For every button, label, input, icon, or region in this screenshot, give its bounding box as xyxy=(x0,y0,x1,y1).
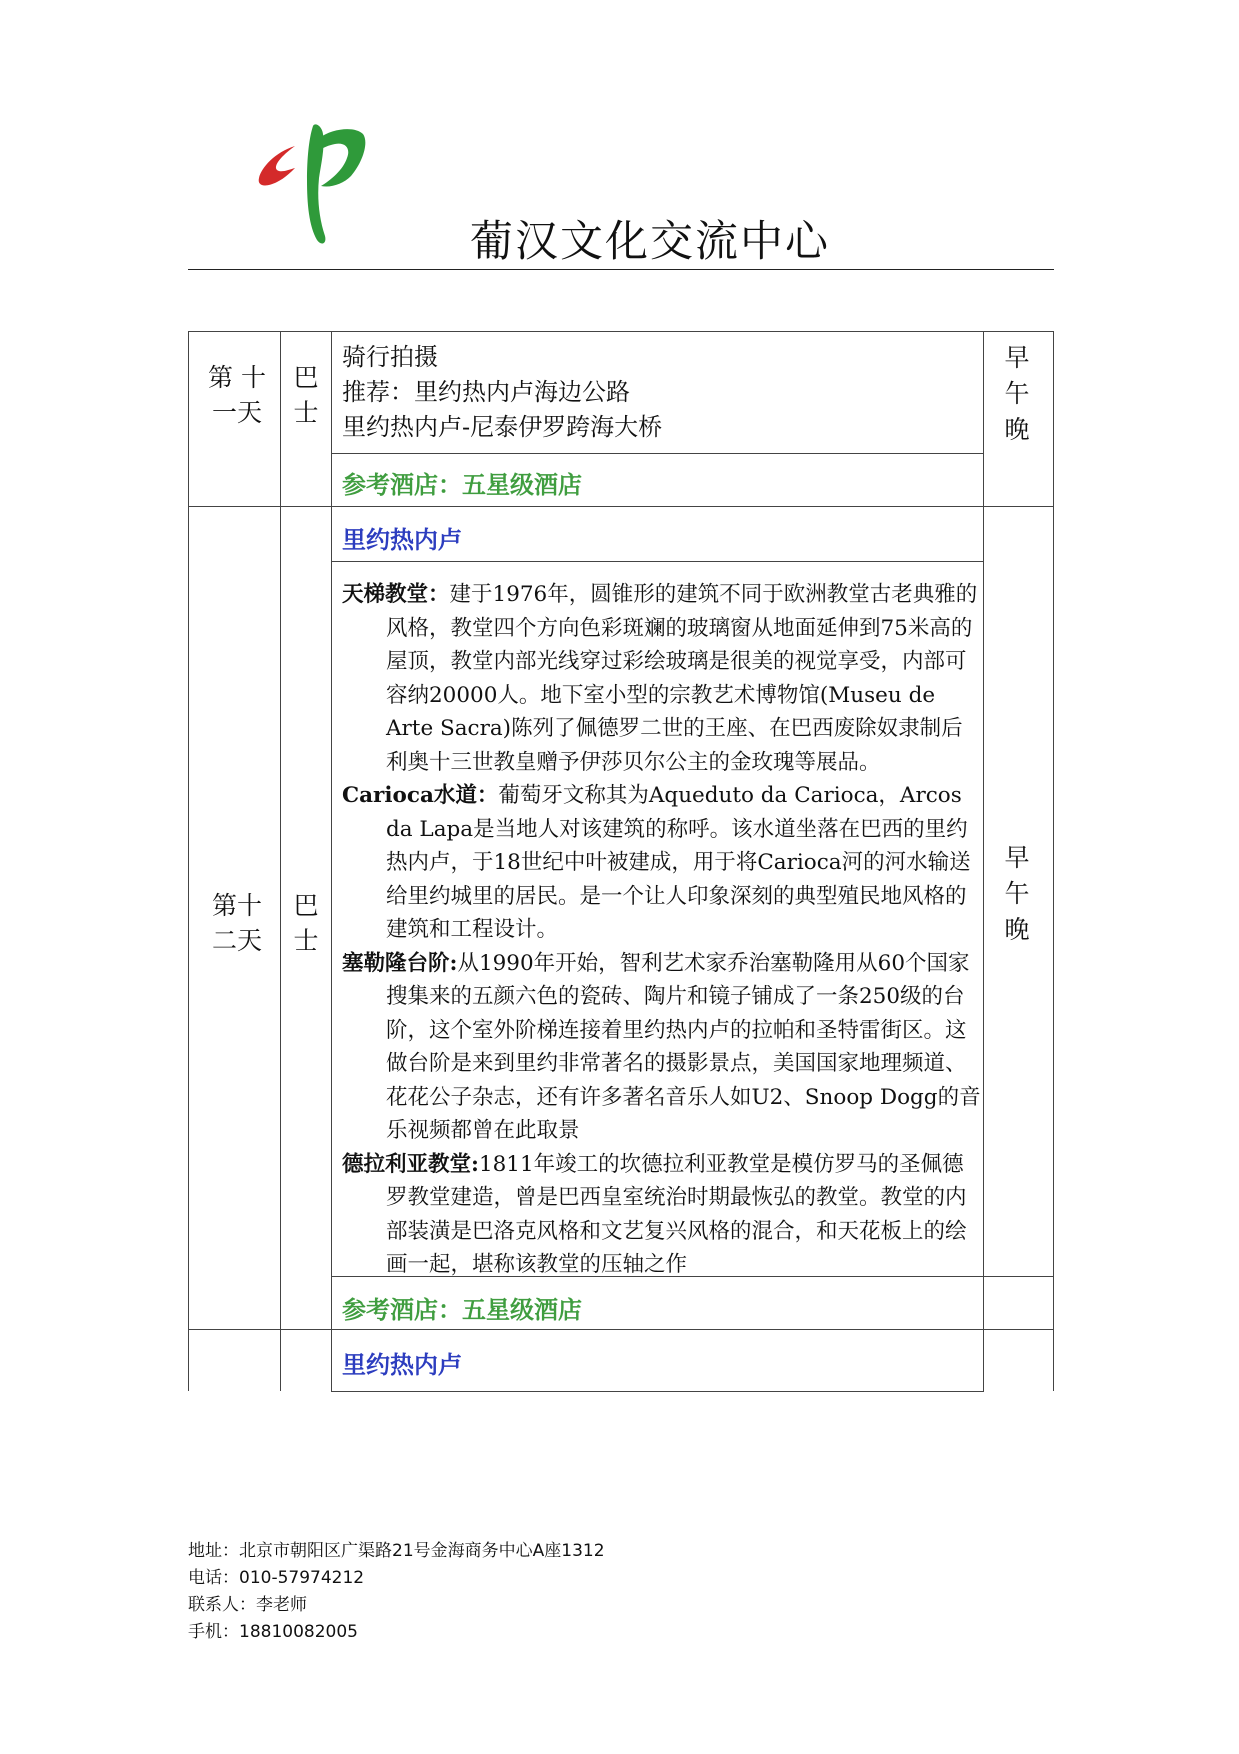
meal-dinner: 晚 xyxy=(1004,415,1030,444)
day-label-line: 第 十 xyxy=(208,363,266,392)
day-label-line: 一天 xyxy=(211,398,262,427)
day-12-city: 里约热内卢 xyxy=(342,525,462,554)
day-11-label xyxy=(197,360,277,430)
row-divider xyxy=(188,506,1054,507)
attraction-name: 天梯教堂： xyxy=(342,582,450,607)
meal-breakfast: 早 xyxy=(1004,843,1030,872)
transport-label-line: 巴 xyxy=(293,363,319,392)
day-label-line: 二天 xyxy=(211,926,262,955)
table-border-left xyxy=(188,331,189,1391)
attraction-description: 葡萄牙文称其为Aqueduto da Carioca，Arcos da Lapa是当地人对该建筑的称呼。该水道坐落在巴西的里约热内卢，于18世纪中叶被建成，用于将Carioca河的河水输送给里约城里的居民。是一个让人印象深刻的典型殖民地风格的建筑和工程设计。 xyxy=(386,783,971,942)
activity-item: 推荐：里约热内卢海边公路 xyxy=(342,378,630,406)
attraction-entry xyxy=(342,1148,982,1282)
attraction-name: 塞勒隆台阶: xyxy=(342,950,458,976)
activity-item: 骑行拍摄 xyxy=(342,343,438,371)
activity-item: 里约热内卢-尼泰伊罗跨海大桥 xyxy=(342,413,663,441)
contact-footer xyxy=(188,1538,605,1646)
footer-address: 地址：北京市朝阳区广渠路21号金海商务中心A座1312 xyxy=(188,1541,605,1561)
transport-label-line: 巴 xyxy=(293,891,319,920)
day-13-city: 里约热内卢 xyxy=(342,1350,462,1379)
table-border-top xyxy=(188,331,1054,332)
meal-breakfast: 早 xyxy=(1004,343,1030,372)
day-12-label xyxy=(197,888,277,958)
day-12-hotel: 参考酒店：五星级酒店 xyxy=(342,1295,582,1324)
attraction-entry xyxy=(342,779,982,947)
row-divider xyxy=(331,453,984,454)
day-11-hotel: 参考酒店：五星级酒店 xyxy=(342,470,582,499)
day-12-attractions xyxy=(342,578,982,1282)
table-divider-content xyxy=(983,331,984,1391)
organization-name: 葡汉文化交流中心 xyxy=(470,217,830,267)
table-divider-transport xyxy=(331,331,332,1391)
row-divider xyxy=(331,1391,984,1392)
meal-dinner: 晚 xyxy=(1004,915,1030,944)
row-divider xyxy=(331,561,984,562)
day-11-transport xyxy=(286,360,326,430)
row-divider xyxy=(188,1329,1054,1330)
attraction-entry xyxy=(342,947,982,1148)
attraction-description: 从1990年开始，智利艺术家乔治塞勒隆用从60个国家搜集来的五颜六色的瓷砖、陶片和镜子铺成了一条250级的台阶，这个室外阶梯连接着里约热内卢的拉帕和圣特雷街区。这做台阶是来到里约非常著名的摄影景点，美国国家地理频道、花花公子杂志，还有许多著名音乐人如U2、Snoop Dogg的音乐视频都曾在此取景 xyxy=(386,950,981,1143)
table-divider-day xyxy=(280,331,281,1391)
table-border-right xyxy=(1053,331,1054,1391)
attraction-entry xyxy=(342,578,982,779)
meal-lunch: 午 xyxy=(1004,879,1030,908)
attraction-description: 建于1976年，圆锥形的建筑不同于欧洲教堂古老典雅的风格，教堂四个方向色彩斑斓的玻璃窗从地面延伸到75米高的屋顶，教堂内部光线穿过彩绘玻璃是很美的视觉享受，内部可容纳20000人。地下室小型的宗教艺术博物馆(Museu de Arte Sacra)陈列了佩德罗二世的王座、在巴西废除奴隶制后利奥十三世教皇赠予伊莎贝尔公主的金玫瑰等展品。 xyxy=(386,582,978,775)
day-label-line: 第十 xyxy=(211,891,262,920)
day-11-activities xyxy=(342,340,662,445)
organization-logo xyxy=(255,118,375,253)
footer-phone: 电话：010-57974212 xyxy=(188,1568,365,1588)
attraction-name: 德拉利亚教堂: xyxy=(342,1151,479,1177)
meal-lunch: 午 xyxy=(1004,379,1030,408)
footer-mobile: 手机：18810082005 xyxy=(188,1622,358,1642)
day-11-meals xyxy=(997,340,1037,448)
transport-label-line: 士 xyxy=(293,398,319,427)
transport-label-line: 士 xyxy=(293,926,319,955)
day-12-meals xyxy=(997,840,1037,948)
footer-contact: 联系人：李老师 xyxy=(188,1595,307,1615)
day-12-transport xyxy=(286,888,326,958)
header-divider xyxy=(188,269,1054,270)
attraction-description: 1811年竣工的坎德拉利亚教堂是模仿罗马的圣佩德罗教堂建造，曾是巴西皇室统治时期最恢弘的教堂。教堂的内部装潢是巴洛克风格和文艺复兴风格的混合，和天花板上的绘画一起，堪称该教堂的压轴之作 xyxy=(386,1151,967,1277)
attraction-name: Carioca水道： xyxy=(342,783,499,808)
